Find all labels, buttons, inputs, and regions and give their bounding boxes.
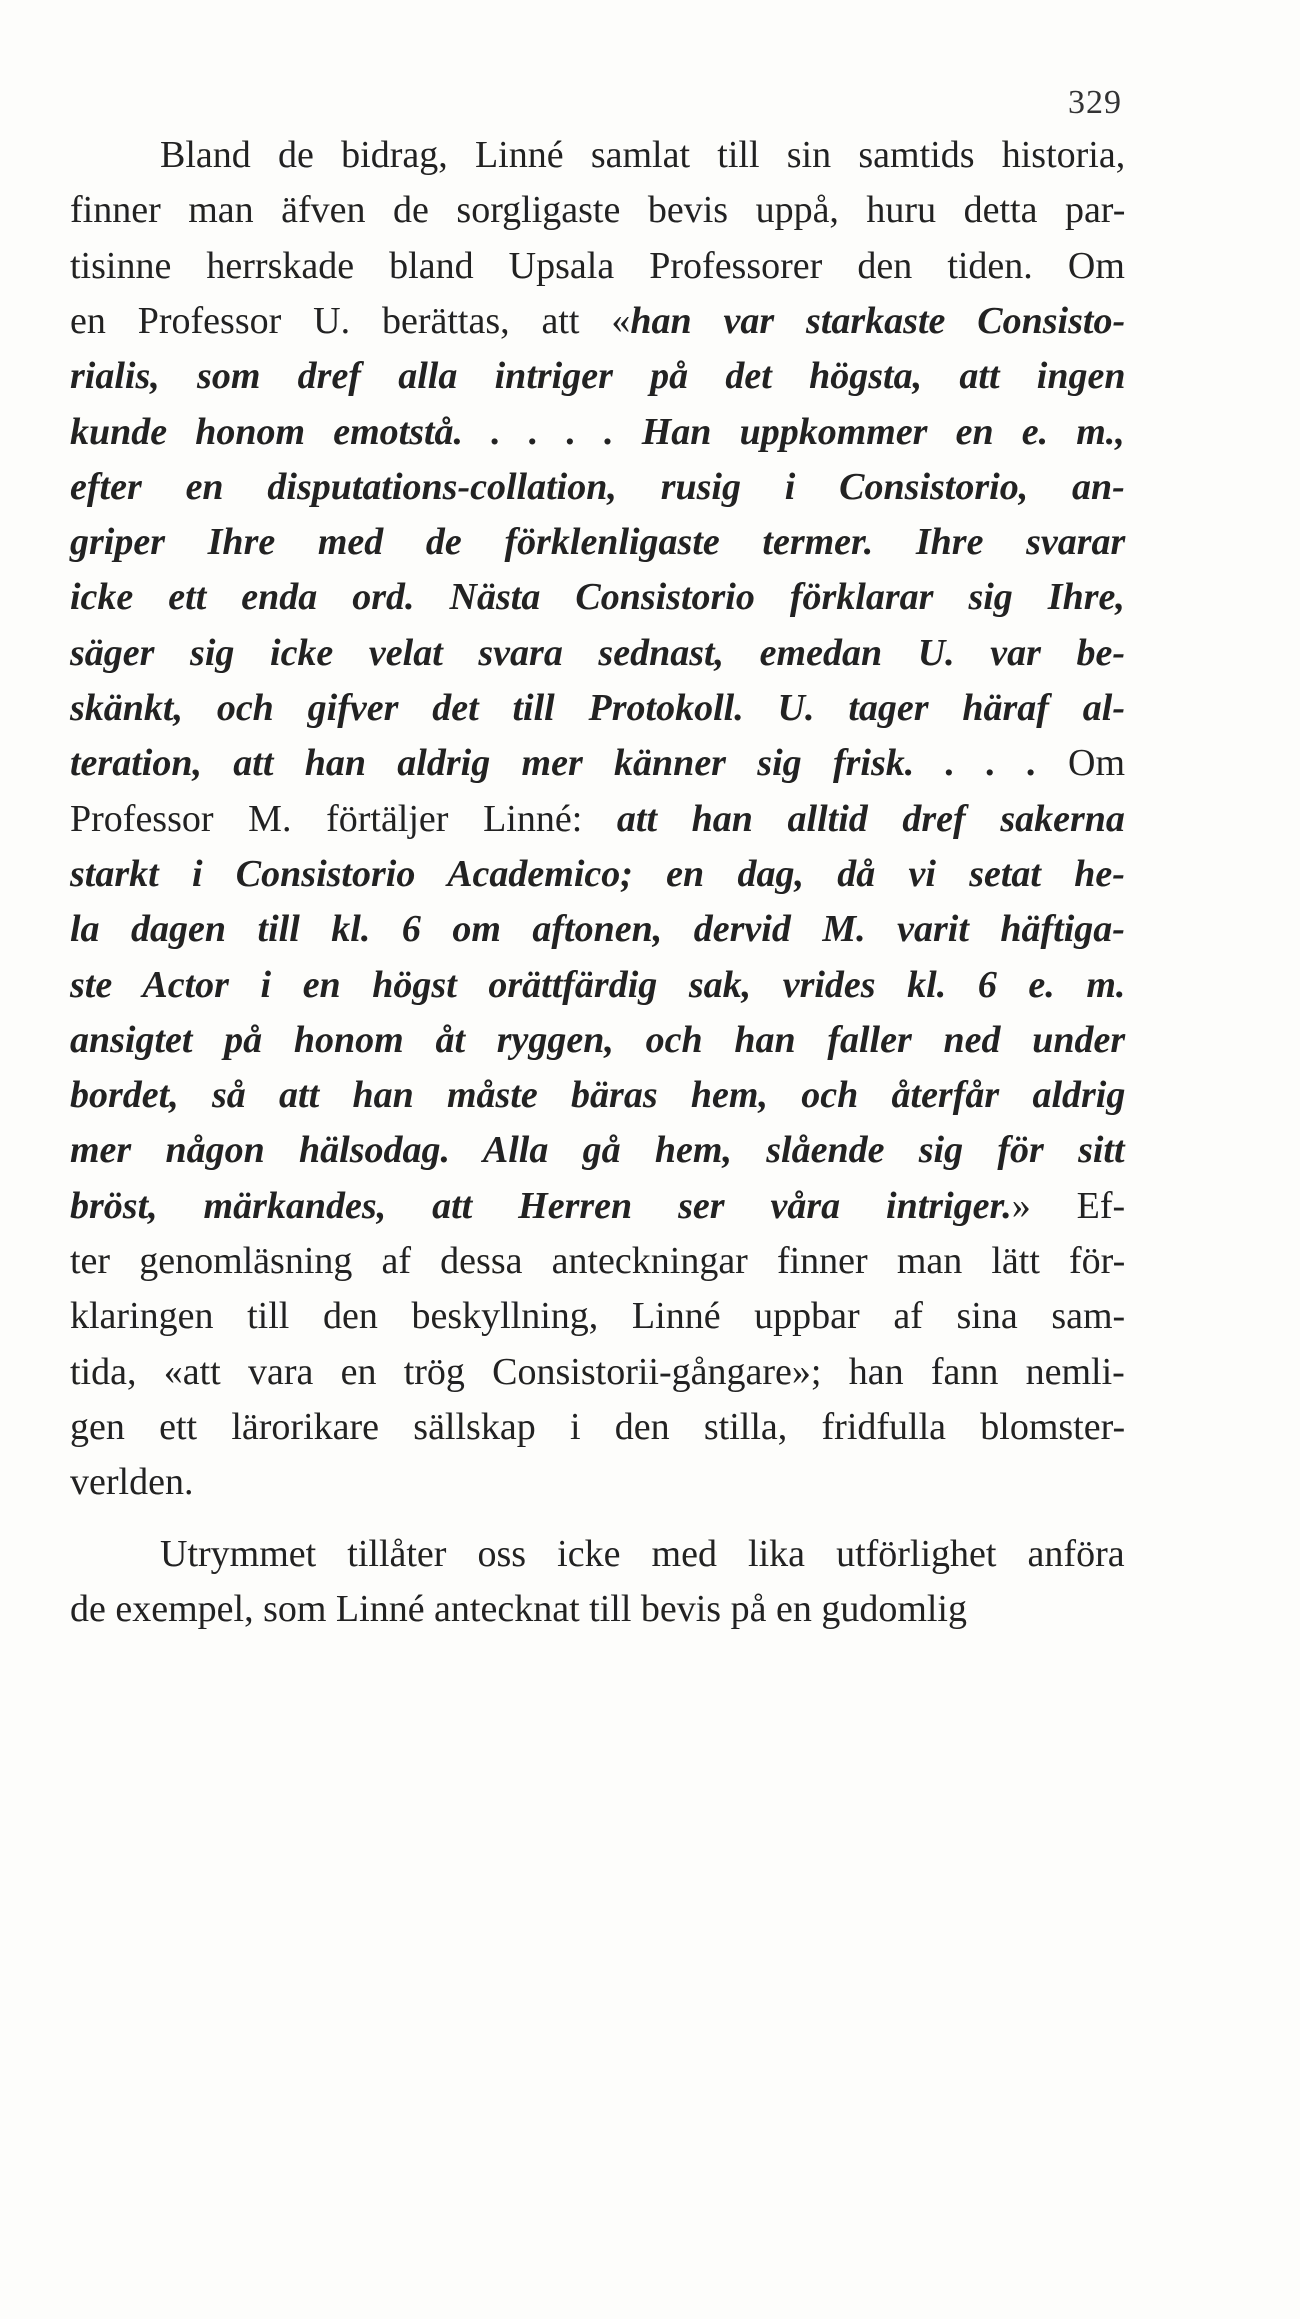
text-line	[70, 844, 1125, 904]
text-line	[70, 346, 1125, 406]
text-line	[70, 1120, 1125, 1180]
text-segment: klaringen till den beskyllning, Linné uppbar af sina sam-	[70, 1295, 1126, 1338]
italic-text-segment: icke ett enda ord. Nästa Consistorio förklarar sig Ihre,	[70, 576, 1125, 619]
text-line	[70, 1397, 1125, 1457]
text-segment: Om	[1036, 742, 1126, 785]
italic-text-segment: mer någon hälsodag. Alla gå hem, slående sig för sitt	[70, 1129, 1125, 1172]
text-line	[70, 1579, 967, 1639]
italic-text-segment: griper Ihre med de förklenligaste termer. Ihre svarar	[70, 521, 1126, 564]
text-line	[70, 1065, 1125, 1125]
text-line	[70, 623, 1125, 683]
text-segment: gen ett lärorikare sällskap i den stilla, fridfulla blomster-	[70, 1405, 1126, 1448]
italic-text-segment: starkt i Consistorio Academico; en dag, då vi setat he-	[70, 852, 1125, 895]
text-segment: Bland de bidrag, Linné samlat till sin samtids historia,	[160, 134, 1126, 176]
text-segment: finner man äfven de sorgligaste bevis uppå, huru detta par-	[70, 189, 1126, 232]
text-line	[70, 899, 1125, 959]
text-segment: Professor M. förtäljer Linné:	[70, 797, 617, 840]
italic-text-segment: kunde honom emotstå. . . . . Han uppkommer en e. m.,	[70, 410, 1125, 453]
text-line	[70, 1010, 1125, 1070]
text-line	[160, 1524, 1125, 1584]
italic-text-segment: han var starkaste Consisto-	[630, 299, 1126, 342]
italic-text-segment: ste Actor i en högst orättfärdig sak, vrides kl. 6 e. m.	[70, 963, 1126, 1006]
page-number: 329	[1068, 84, 1122, 121]
text-line	[70, 1452, 193, 1512]
text-line	[70, 1342, 1125, 1402]
italic-text-segment: säger sig icke velat svara sednast, emedan U. var be-	[70, 631, 1126, 674]
text-segment: de exempel, som Linné antecknat till bevis på en gudomlig	[70, 1587, 967, 1630]
text-segment: Utrymmet tillåter oss icke med lika utförlighet anföra	[160, 1532, 1125, 1575]
text-segment: verlden.	[70, 1461, 194, 1504]
italic-text-segment: bröst, märkandes, att Herren ser våra intriger.	[70, 1184, 1012, 1227]
text-line	[70, 402, 1125, 462]
text-line	[70, 1286, 1125, 1346]
text-line	[70, 457, 1125, 517]
italic-text-segment: att han alltid dref sakerna	[616, 797, 1125, 840]
text-line	[70, 789, 1125, 849]
italic-text-segment: ansigtet på honom åt ryggen, och han faller ned under	[70, 1018, 1126, 1061]
italic-text-segment: rialis, som dref alla intriger på det högsta, att ingen	[70, 355, 1126, 398]
italic-text-segment: efter en disputations-collation, rusig i Consistorio, an-	[70, 465, 1125, 508]
text-segment: » Ef-	[1011, 1184, 1126, 1227]
text-line	[70, 1231, 1125, 1291]
text-segment: en Professor U. berättas, att «	[70, 299, 631, 342]
text-line	[70, 567, 1125, 627]
text-line	[70, 733, 1125, 793]
italic-text-segment: teration, att han aldrig mer känner sig frisk. . . .	[70, 742, 1037, 785]
italic-text-segment: skänkt, och gifver det till Protokoll. U. tager häraf al-	[70, 687, 1125, 729]
text-line	[70, 236, 1125, 296]
text-line	[70, 180, 1125, 240]
italic-text-segment: bordet, så att han måste bäras hem, och återfår aldrig	[70, 1074, 1126, 1117]
text-line	[160, 125, 1125, 185]
text-line	[70, 291, 1125, 351]
text-line	[70, 512, 1125, 572]
text-line	[70, 1176, 1125, 1236]
text-line	[70, 678, 1125, 738]
italic-text-segment: la dagen till kl. 6 om aftonen, dervid M. varit häftiga-	[70, 908, 1125, 951]
text-line	[70, 955, 1125, 1015]
text-segment: ter genomläsning af dessa anteckningar finner man lätt för-	[70, 1240, 1126, 1282]
text-segment: tisinne herrskade bland Upsala Professorer den tiden. Om	[70, 244, 1125, 287]
text-segment: tida, «att vara en trög Consistorii-gångare»; han fann nemli-	[70, 1350, 1125, 1393]
